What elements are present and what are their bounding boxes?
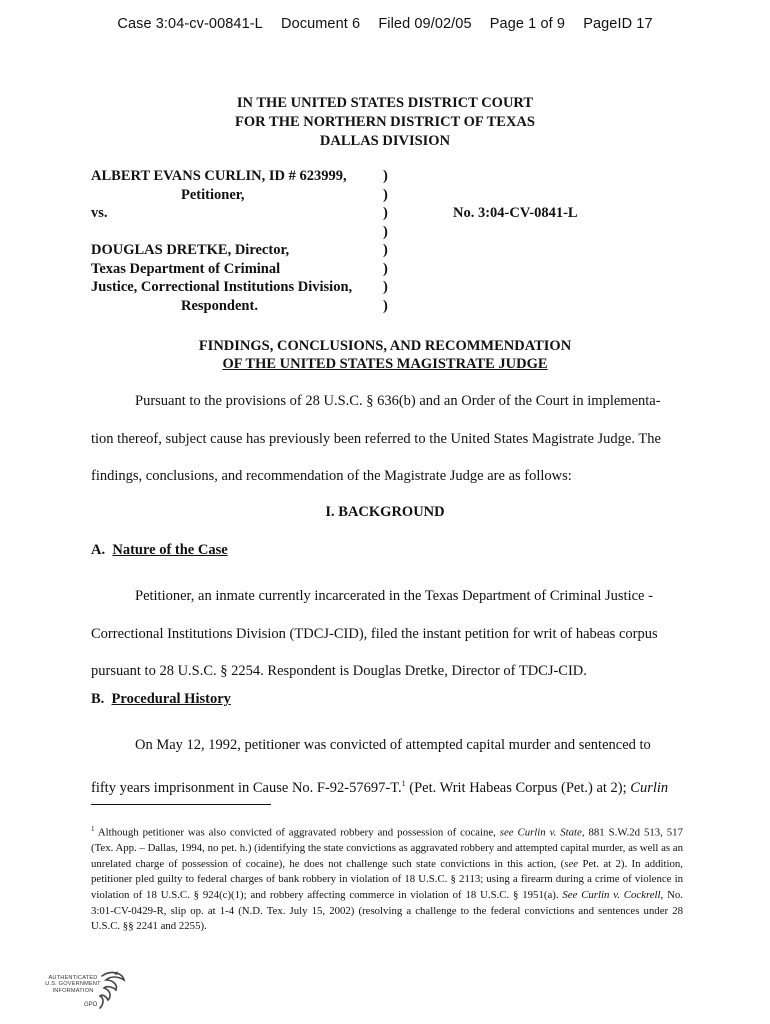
seal-line-2: U.S. GOVERNMENT xyxy=(45,981,101,988)
footnote-text: , No. 3:01-CV-0429-R, slip op. at 1-4 (N.D. Tex. July 15, 2002) (resolving a challenge to the federal convictions and sentences under 28 U.S.C. §§ 2241 and 2255). xyxy=(91,888,683,933)
procedural-line-1: On May 12, 1992, petitioner was convicted of attempted capital murder and sentenced to xyxy=(135,737,651,753)
case-caption xyxy=(91,168,691,316)
court-line-1: IN THE UNITED STATES DISTRICT COURT xyxy=(236,95,534,111)
footnote-citation: See Curlin v. Cockrell xyxy=(562,888,661,901)
footnote-signal: see xyxy=(564,857,579,870)
footnote-reference[interactable]: 1 xyxy=(401,778,406,788)
respondent-role: Respondent. xyxy=(181,297,258,314)
case-number: No. 3:04-CV-0841-L xyxy=(453,205,578,221)
nature-line-2: Correctional Institutions Division (TDCJ-CID), filed the instant petition for writ of habeas corpus xyxy=(91,625,658,642)
seal-line-3: INFORMATION xyxy=(52,987,94,994)
footnote-divider xyxy=(91,804,271,805)
nature-line-1: Petitioner, an inmate currently incarcerated in the Texas Department of Criminal Justice - xyxy=(135,588,653,604)
seal-line-1: AUTHENTICATED xyxy=(48,975,98,981)
subheading-procedural-history xyxy=(91,691,231,708)
petitioner-name: ALBERT EVANS CURLIN, ID # 623999, xyxy=(91,168,347,184)
nature-line-3: pursuant to 28 U.S.C. § 2254. Respondent is Douglas Dretke, Director of TDCJ-CID. xyxy=(91,663,587,679)
caption-paren: ) xyxy=(383,242,388,258)
caption-paren: ) xyxy=(383,279,388,295)
footnote-text: Although petitioner was also convicted of aggravated robbery and possession of cocaine, xyxy=(94,826,500,839)
caption-paren: ) xyxy=(383,168,388,184)
filed-date: Filed 09/02/05 xyxy=(378,16,472,32)
footnote-1 xyxy=(91,822,683,935)
caption-paren: ) xyxy=(383,260,388,277)
document-title xyxy=(0,337,770,373)
respondent-line-2: Texas Department of Criminal xyxy=(91,260,281,277)
ecf-header xyxy=(0,16,770,32)
subheading-nature-of-case xyxy=(91,542,228,559)
seal-gpo: GPO xyxy=(84,1002,98,1008)
intro-paragraph xyxy=(91,383,681,496)
title-line-2: OF THE UNITED STATES MAGISTRATE JUDGE xyxy=(222,356,548,372)
caption-paren: ) xyxy=(383,297,388,314)
intro-line-3: findings, conclusions, and recommendation of the Magistrate Judge are as follows: xyxy=(91,468,572,484)
subheading-text: Procedural History xyxy=(111,691,231,707)
footnote-text: , 881 S.W.2d 513, 517 (Tex. App. – Dallas, 1994, no pet. h.) (identifying the state convictions as aggravated robbery and attempted capital murder, as well as an unrelated charge of possession of cocaine), he does not challenge such state convictions in this action, ( xyxy=(91,826,683,870)
footnote-text: Pet. at 2). In addition, petitioner pled guilty to federal charges of bank robbery in violation of 18 U.S.C. § 2113; using a firearm during a crime of violence in violation of 18 U.S.C. § 924(c)(1); and robbery affecting commerce in violation of 18 U.S.C. § 1951(a). xyxy=(91,857,683,901)
intro-line-1: Pursuant to the provisions of 28 U.S.C. § 636(b) and an Order of the Court in implementa- xyxy=(135,393,661,409)
gpo-authentication-seal xyxy=(44,970,130,1016)
court-line-3: DALLAS DIVISION xyxy=(319,133,451,149)
eagle-emblem-icon xyxy=(96,970,126,1014)
footnote-citation: see Curlin v. State xyxy=(499,826,582,839)
case-number-header: Case 3:04-cv-00841-L xyxy=(117,16,263,32)
caption-paren: ) xyxy=(383,205,388,221)
court-heading xyxy=(0,94,770,151)
procedural-line-2-text: fifty years imprisonment in Cause No. F-92-57697-T. xyxy=(91,779,402,796)
court-line-2: FOR THE NORTHERN DISTRICT OF TEXAS xyxy=(235,114,535,130)
footnote-mark: 1 xyxy=(91,825,95,833)
seal-text xyxy=(44,975,102,994)
document-number: Document 6 xyxy=(281,16,361,32)
procedural-line-2-cont: (Pet. Writ Habeas Corpus (Pet.) at 2); xyxy=(405,779,631,796)
page-count: Page 1 of 9 xyxy=(489,16,566,32)
subheading-letter: A. xyxy=(91,542,106,558)
caption-paren: ) xyxy=(383,223,388,240)
versus: vs. xyxy=(91,205,108,221)
subheading-text: Nature of the Case xyxy=(112,542,228,558)
page-id: PageID 17 xyxy=(583,16,653,32)
case-name-italic: Curlin xyxy=(630,779,669,796)
procedural-paragraph xyxy=(91,727,681,807)
title-line-1: FINDINGS, CONCLUSIONS, AND RECOMMENDATION xyxy=(198,338,572,354)
subheading-letter: B. xyxy=(91,691,105,707)
intro-line-2: tion thereof, subject cause has previously been referred to the United States Magistrate Judge. The xyxy=(91,430,661,447)
procedural-line-2 xyxy=(91,765,681,807)
nature-paragraph xyxy=(91,578,681,691)
caption-paren: ) xyxy=(383,186,388,203)
petitioner-role: Petitioner, xyxy=(181,186,245,203)
section-heading-background: I. BACKGROUND xyxy=(325,504,445,520)
respondent-name: DOUGLAS DRETKE, Director, xyxy=(91,242,290,258)
respondent-line-3: Justice, Correctional Institutions Division, xyxy=(91,279,353,295)
